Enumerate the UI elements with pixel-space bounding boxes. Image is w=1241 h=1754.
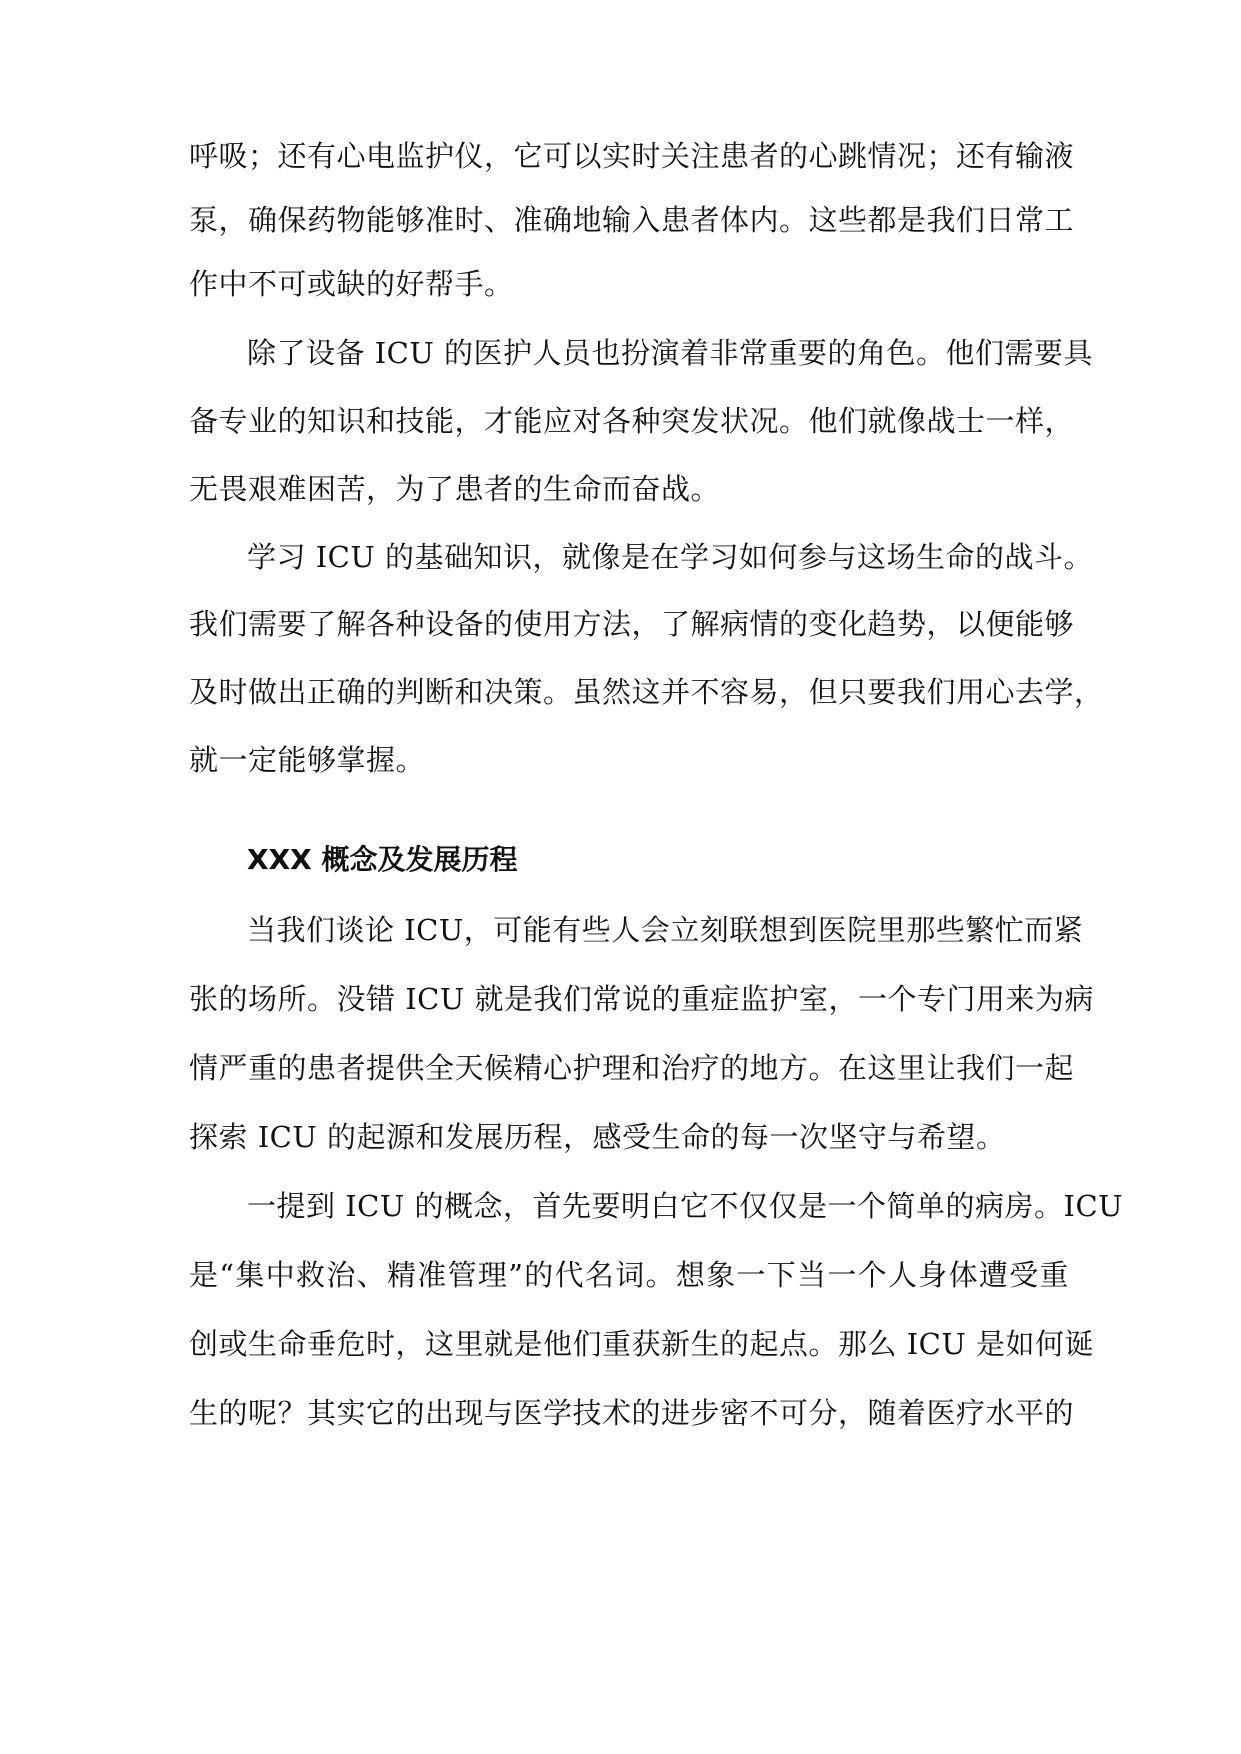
paragraph-line: 就一定能够掌握。 bbox=[189, 743, 426, 777]
paragraph-line: 我们需要了解各种设备的使用方法，了解病情的变化趋势，以便能够 bbox=[189, 607, 1075, 641]
paragraph-line: 学习 ICU 的基础知识，就像是在学习如何参与这场生命的战斗。 bbox=[247, 540, 1094, 574]
paragraph-line: 备专业的知识和技能，才能应对各种突发状况。他们就像战士一样， bbox=[189, 404, 1075, 438]
paragraph-line: 当我们谈论 ICU，可能有些人会立刻联想到医院里那些繁忙而紧 bbox=[247, 913, 1084, 947]
paragraph-line: 泵，确保药物能够准时、准确地输入患者体内。这些都是我们日常工 bbox=[189, 203, 1075, 237]
paragraph-line: 一提到 ICU 的概念，首先要明白它不仅仅是一个简单的病房。ICU bbox=[247, 1189, 1124, 1223]
paragraph-line: 情严重的患者提供全天候精心护理和治疗的地方。在这里让我们一起 bbox=[189, 1051, 1075, 1085]
paragraph-line: 作中不可或缺的好帮手。 bbox=[189, 267, 514, 301]
paragraph-line: 是“集中救治、精准管理”的代名词。想象一下当一个人身体遭受重 bbox=[189, 1258, 1069, 1292]
paragraph-line: 创或生命垂危时，这里就是他们重获新生的起点。那么 ICU 是如何诞 bbox=[189, 1327, 1095, 1361]
paragraph-line: 探索 ICU 的起源和发展历程，感受生命的每一次坚守与希望。 bbox=[189, 1120, 1006, 1154]
paragraph-line: 呼吸；还有心电监护仪，它可以实时关注患者的心跳情况；还有输液 bbox=[189, 139, 1075, 173]
paragraph-line: 除了设备 ICU 的医护人员也扮演着非常重要的角色。他们需要具 bbox=[247, 336, 1094, 370]
paragraph-line: 及时做出正确的判断和决策。虽然这并不容易，但只要我们用心去学， bbox=[189, 675, 1104, 709]
section-heading: XXX 概念及发展历程 bbox=[247, 843, 518, 876]
paragraph-line: 张的场所。没错 ICU 就是我们常说的重症监护室，一个专门用来为病 bbox=[189, 982, 1095, 1016]
paragraph-line: 生的呢？其实它的出现与医学技术的进步密不可分，随着医疗水平的 bbox=[189, 1396, 1075, 1430]
paragraph-line: 无畏艰难困苦，为了患者的生命而奋战。 bbox=[189, 472, 721, 506]
